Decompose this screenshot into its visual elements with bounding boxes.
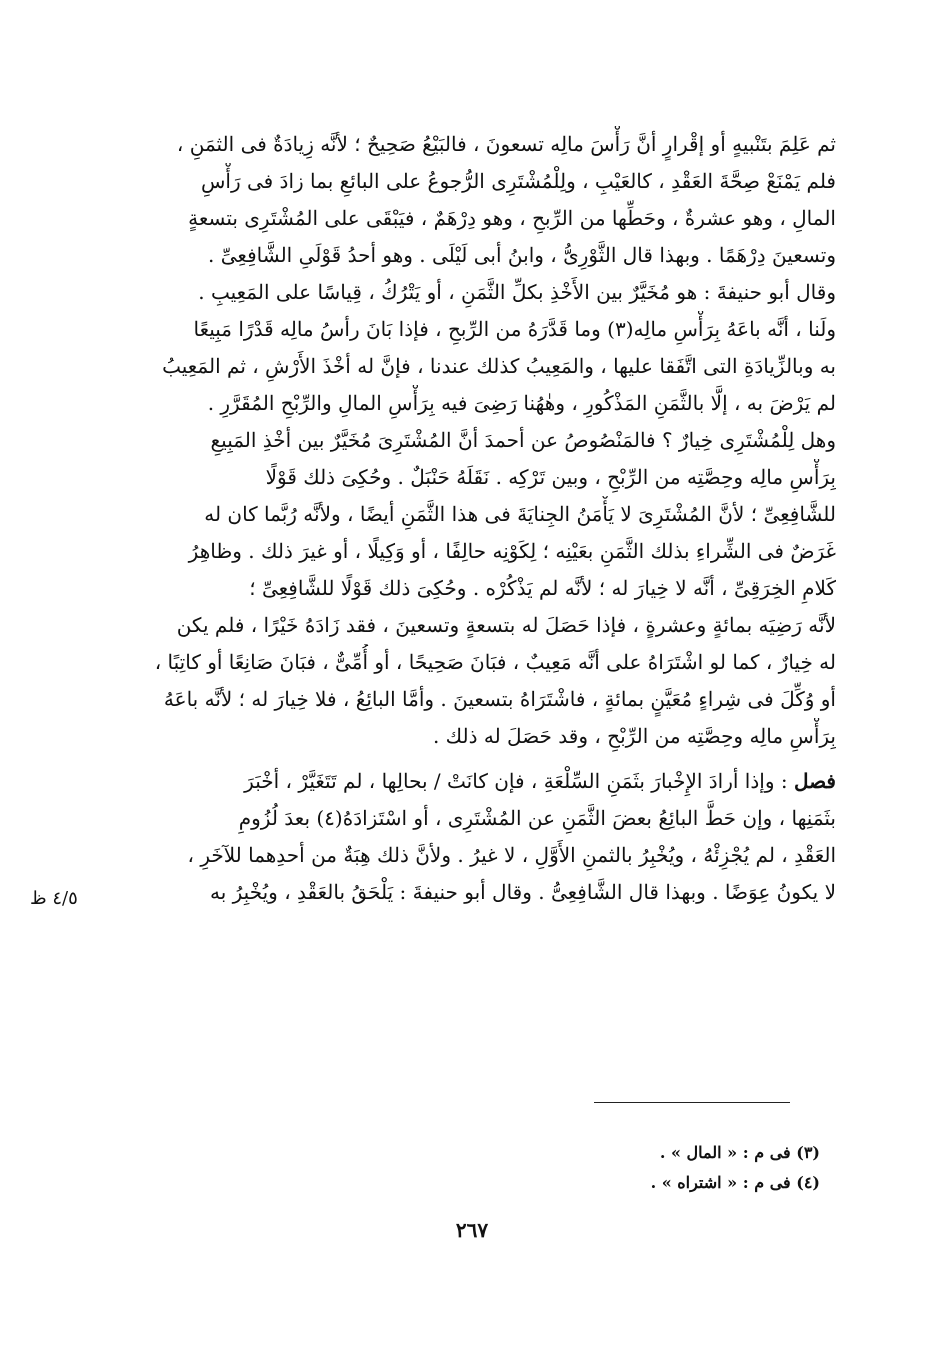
text-line: وقال أبو حنيفةَ : هو مُخَيَّرٌ بين الأَخْذِ بكلِّ الثَّمَنِ ، أو يَتْرُكُ ، قِياسًا على المَعِيبِ . [198,280,836,304]
text-line: غَرَضٌ فى الشِّراءِ بذلك الثَّمَنِ بعَيْنِه ؛ لِكَوْنِه حالِفًا ، أو وَكِيلًا ، أو غيرَ ذلك . وظاهِرُ [188,539,836,563]
footnote-item: (٣) فى م : « المال » . [659,1143,820,1162]
text-line: بثَمَنِها ، وإن حَطَّ البائِعُ بعضَ الثَّمَنِ عن المُشْتَرِى ، أو اسْتَزادَهُ(٤) بعدَ لُزُومِ [238,806,836,830]
main-text-block [112,126,836,911]
text-line: بِرَأْسِ مالِه وحِصَّتِه من الرِّبْحِ ، وقد حَصَلَ له ذلك . [432,724,836,748]
text-line: وهل لِلْمُشْتَرِى خِيارٌ ؟ فالمَنْصُوصُ عن أحمدَ أنَّ المُشْتَرِىَ مُخَيَّرٌ بين أخْذِ المَبِيعِ [210,428,836,452]
text-line: لا يكونُ عِوَضًا . وبهذا قال الشَّافِعِىُّ . وقال أبو حنيفةَ : يَلْحَقُ بالعَقْدِ ، ويُخْبِرُ به [209,880,836,904]
text-line: أو وُكِّلَ فى شِراءٍ مُعَيَّنٍ بمائةٍ ، فاشْتَرَاهُ بتسعينَ . وأمَّا البائِعُ ، فلا خِيارَ له ؛ لأنَّه باعَهُ [163,687,836,711]
text-line: فلم يَمْنَعْ صِحَّةَ العَقْدِ ، كالعَيْبِ ، ولِلْمُشْتَرِى الرُّجوعُ على البائعِ بما زادَ فى رَأْسِ [200,169,836,193]
text-line: كَلامِ الخِرَقِىِّ ، أنَّه لا خِيارَ له ؛ لأنَّه لم يَذْكُرْه . وحُكِىَ ذلك قَوْلًا للشَّافِعِىِّ ؛ [249,576,836,600]
text-line: للشَّافِعِىِّ ؛ لأنَّ المُشْتَرِىَ لا يَأْمَنُ الجِنايَةَ فى هذا الثَّمَنِ أيضًا ، ولأنَّه رُبَّما كان له [204,502,836,526]
fasl-first-line-text: : وإذا أرادَ الإِخْبارَ بثَمَنِ السِّلْعَةِ ، فإن كانَتْ / بحالِها ، لم تَتَغَيَّرْ ، أخْبَرَ [244,769,794,793]
footnote-divider [594,1102,790,1103]
text-line: لم يَرْضَ به ، إلَّا بالثَّمَنِ المَذْكُورِ ، وهٰهُنا رَضِىَ فيه بِرَأْسِ المالِ والرِّبْحِ المُقَرَّرِ . [207,391,836,415]
text-line: بِرَأْسِ مالِه وحِصَّتِه من الرِّبْحِ ، وبين تَرْكِه . نَقَلَهُ حَنْبَلٌ . وحُكِىَ ذلك قَوْلًا [265,465,836,489]
footnote-item: (٤) فى م : « اشتراه » . [650,1173,820,1192]
text-line: المالِ ، وهو عشرةٌ ، وحَطِّها من الرِّبحِ ، وهو دِرْهَمٌ ، فيَبْقَى على المُشْتَرِى بتسعةٍ [188,206,836,230]
text-line: لأنَّه رَضِيَه بمائةٍ وعشرةٍ ، فإذا حَصَلَ له بتسعةٍ وتسعينَ ، فقد زَادَهُ خَيْرًا ، فلم يكن [176,613,836,637]
text-line: ثم عَلِمَ بتَنْبيهٍ أو إقْرارٍ أنَّ رَأْسَ مالِه تسعونَ ، فالبَيْعُ صَحِيحٌ ؛ لأنَّه زِيادَةٌ فى الثمَنِ ، [176,132,836,156]
margin-folio-note: ٤/٥ ظ [30,888,78,909]
text-line: له خِيارٌ ، كما لو اشْتَرَاهُ على أنَّه مَعِيبٌ ، فبَانَ صَحِيحًا ، أو أُمِّىٌّ ، فبَانَ صَانِعًا أو كاتِبًا ، [154,650,836,674]
text-line: ولَنا ، أنَّه باعَهُ بِرَأْسِ مالِه(٣) وما قَدَّرَهُ من الرِّبحِ ، فإذا بَانَ رأسُ مالِه قَدْرًا مَبِيعًا [193,317,836,341]
page-number: ٢٦٧ [455,1218,489,1242]
text-line: العَقْدِ ، لم يُجْزِئْهُ ، ويُخْبِرُ بالثمنِ الأَوَّلِ ، لا غيرُ . ولأنَّ ذلك هِبَةٌ من أحدِهما للآخَرِ ، [187,843,836,867]
fasl-label: فصل [793,769,836,793]
text-line: به وبالزِّيادَةِ التى اتَّفَقا عليها ، والمَعِيبُ كذلك عندنا ، فإنَّ له أخْذَ الأَرْشِ ، ثم المَعِيبُ [162,354,836,378]
fasl-heading-line [112,763,836,800]
footnotes [220,1138,820,1198]
text-line: وتسعينَ دِرْهَمًا . وبهذا قال الثَّوْرِىُّ ، وابنُ أبى لَيْلَى . وهو أحدُ قَوْلَىِ الشَّافِعِىِّ . [208,243,836,267]
